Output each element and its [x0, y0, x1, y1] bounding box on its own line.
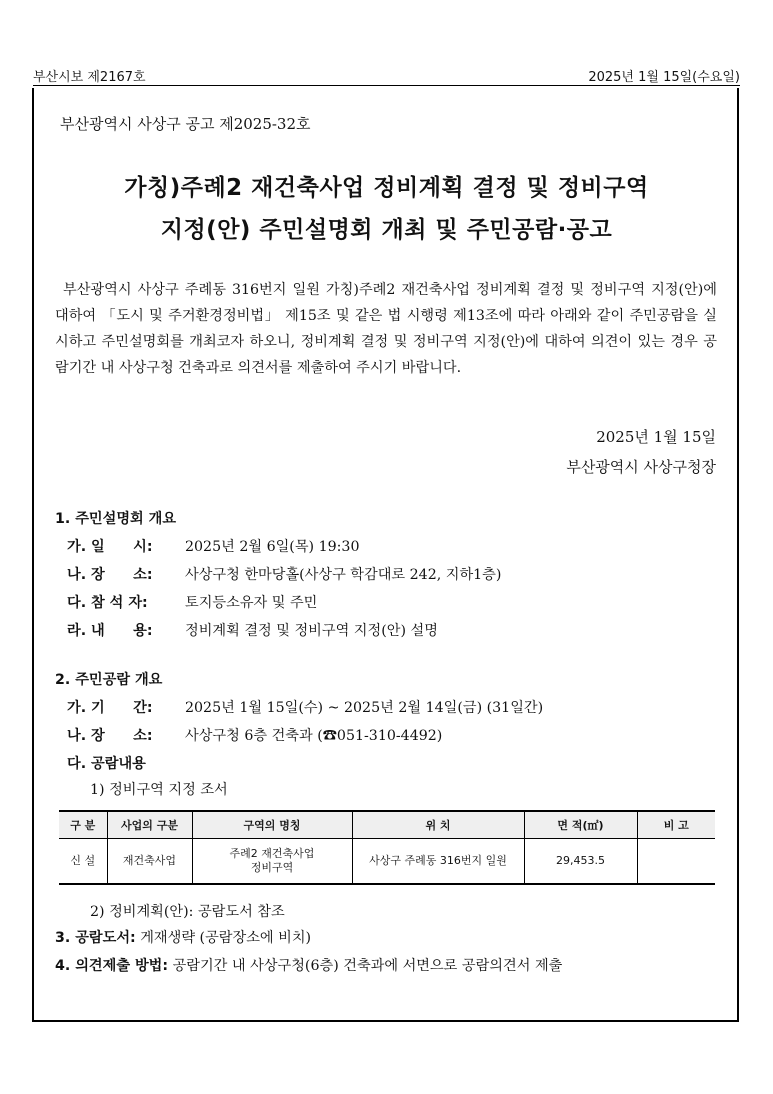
section1-item-attendees: 다. 참 석 자: 토지등소유자 및 주민	[67, 595, 318, 611]
issuer: 부산광역시 사상구청장	[566, 458, 716, 476]
col-header-note: 비 고	[637, 811, 715, 839]
notice-title-line2: 지정(안) 주민설명회 개최 및 주민공람·공고	[160, 217, 613, 243]
col-header-business: 사업의 구분	[107, 811, 192, 839]
section1-title: 1. 주민설명회 개요	[55, 511, 177, 527]
cell-business: 재건축사업	[107, 839, 192, 885]
section1-item-datetime: 가. 일 시: 2025년 2월 6일(목) 19:30	[67, 539, 360, 555]
cell-zone-line2: 정비구역	[250, 861, 294, 874]
section2-item-period: 가. 기 간: 2025년 1월 15일(수) ~ 2025년 2월 14일(금) (31일간)	[67, 700, 544, 716]
section2-sub2: 2) 정비계획(안): 공람도서 참조	[90, 904, 285, 920]
header-divider	[33, 85, 740, 86]
gazette-number: 부산시보 제2167호	[33, 70, 146, 85]
col-header-zone: 구역의 명칭	[192, 811, 352, 839]
cell-note	[637, 839, 715, 885]
notice-title-line1: 가칭)주례2 재건축사업 정비계획 결정 및 정비구역	[124, 175, 649, 201]
section2-title: 2. 주민공람 개요	[55, 672, 163, 688]
gazette-date: 2025년 1월 15일(수요일)	[588, 70, 740, 85]
notice-body: 부산광역시 사상구 주례동 316번지 일원 가칭)주례2 재건축사업 정비계획 결정 및 정비구역 지정(안)에 대하여 「도시 및 주거환경정비법」 제15조 및 같은 법 시행령 제13조에 따라 아래와 같이 주민공람을 실시하고 주민설명회를 개최코자 하오니, 정비계획 결정 및 정비구역 지정(안)에 대하여 의견이 있는 경우 공람기간 내 사상구청 건축과로 의견서를 제출하여 주시기 바랍니다.	[55, 282, 717, 376]
cell-location: 사상구 주례동 316번지 일원	[352, 839, 524, 885]
cell-area: 29,453.5	[524, 839, 637, 885]
notice-number: 부산광역시 사상구 공고 제2025-32호	[60, 115, 311, 133]
section2-item-place: 나. 장 소: 사상구청 6층 건축과 (☎051-310-4492)	[67, 728, 443, 744]
section3: 3. 공람도서: 게재생략 (공람장소에 비치)	[55, 930, 312, 946]
col-header-area: 면 적(㎡)	[524, 811, 637, 839]
col-header-category: 구 분	[59, 811, 107, 839]
section1-item-place: 나. 장 소: 사상구청 한마당홀(사상구 학감대로 242, 지하1층)	[67, 567, 502, 583]
issue-date: 2025년 1월 15일	[596, 428, 716, 446]
section2-content-label: 다. 공람내용	[67, 756, 146, 772]
cell-zone	[192, 839, 352, 885]
table-header-row	[59, 811, 715, 839]
section4: 4. 의견제출 방법: 공람기간 내 사상구청(6층) 건축과에 서면으로 공람의견서 제출	[55, 958, 563, 974]
section1-item-content: 라. 내 용: 정비계획 결정 및 정비구역 지정(안) 설명	[67, 623, 438, 639]
section2-sub1: 1) 정비구역 지정 조서	[90, 782, 228, 798]
table-row	[59, 839, 715, 885]
zone-designation-table	[59, 810, 715, 885]
page-header	[33, 66, 740, 86]
cell-zone-line1: 주례2 재건축사업	[229, 847, 315, 860]
cell-category: 신 설	[59, 839, 107, 885]
col-header-location: 위 치	[352, 811, 524, 839]
